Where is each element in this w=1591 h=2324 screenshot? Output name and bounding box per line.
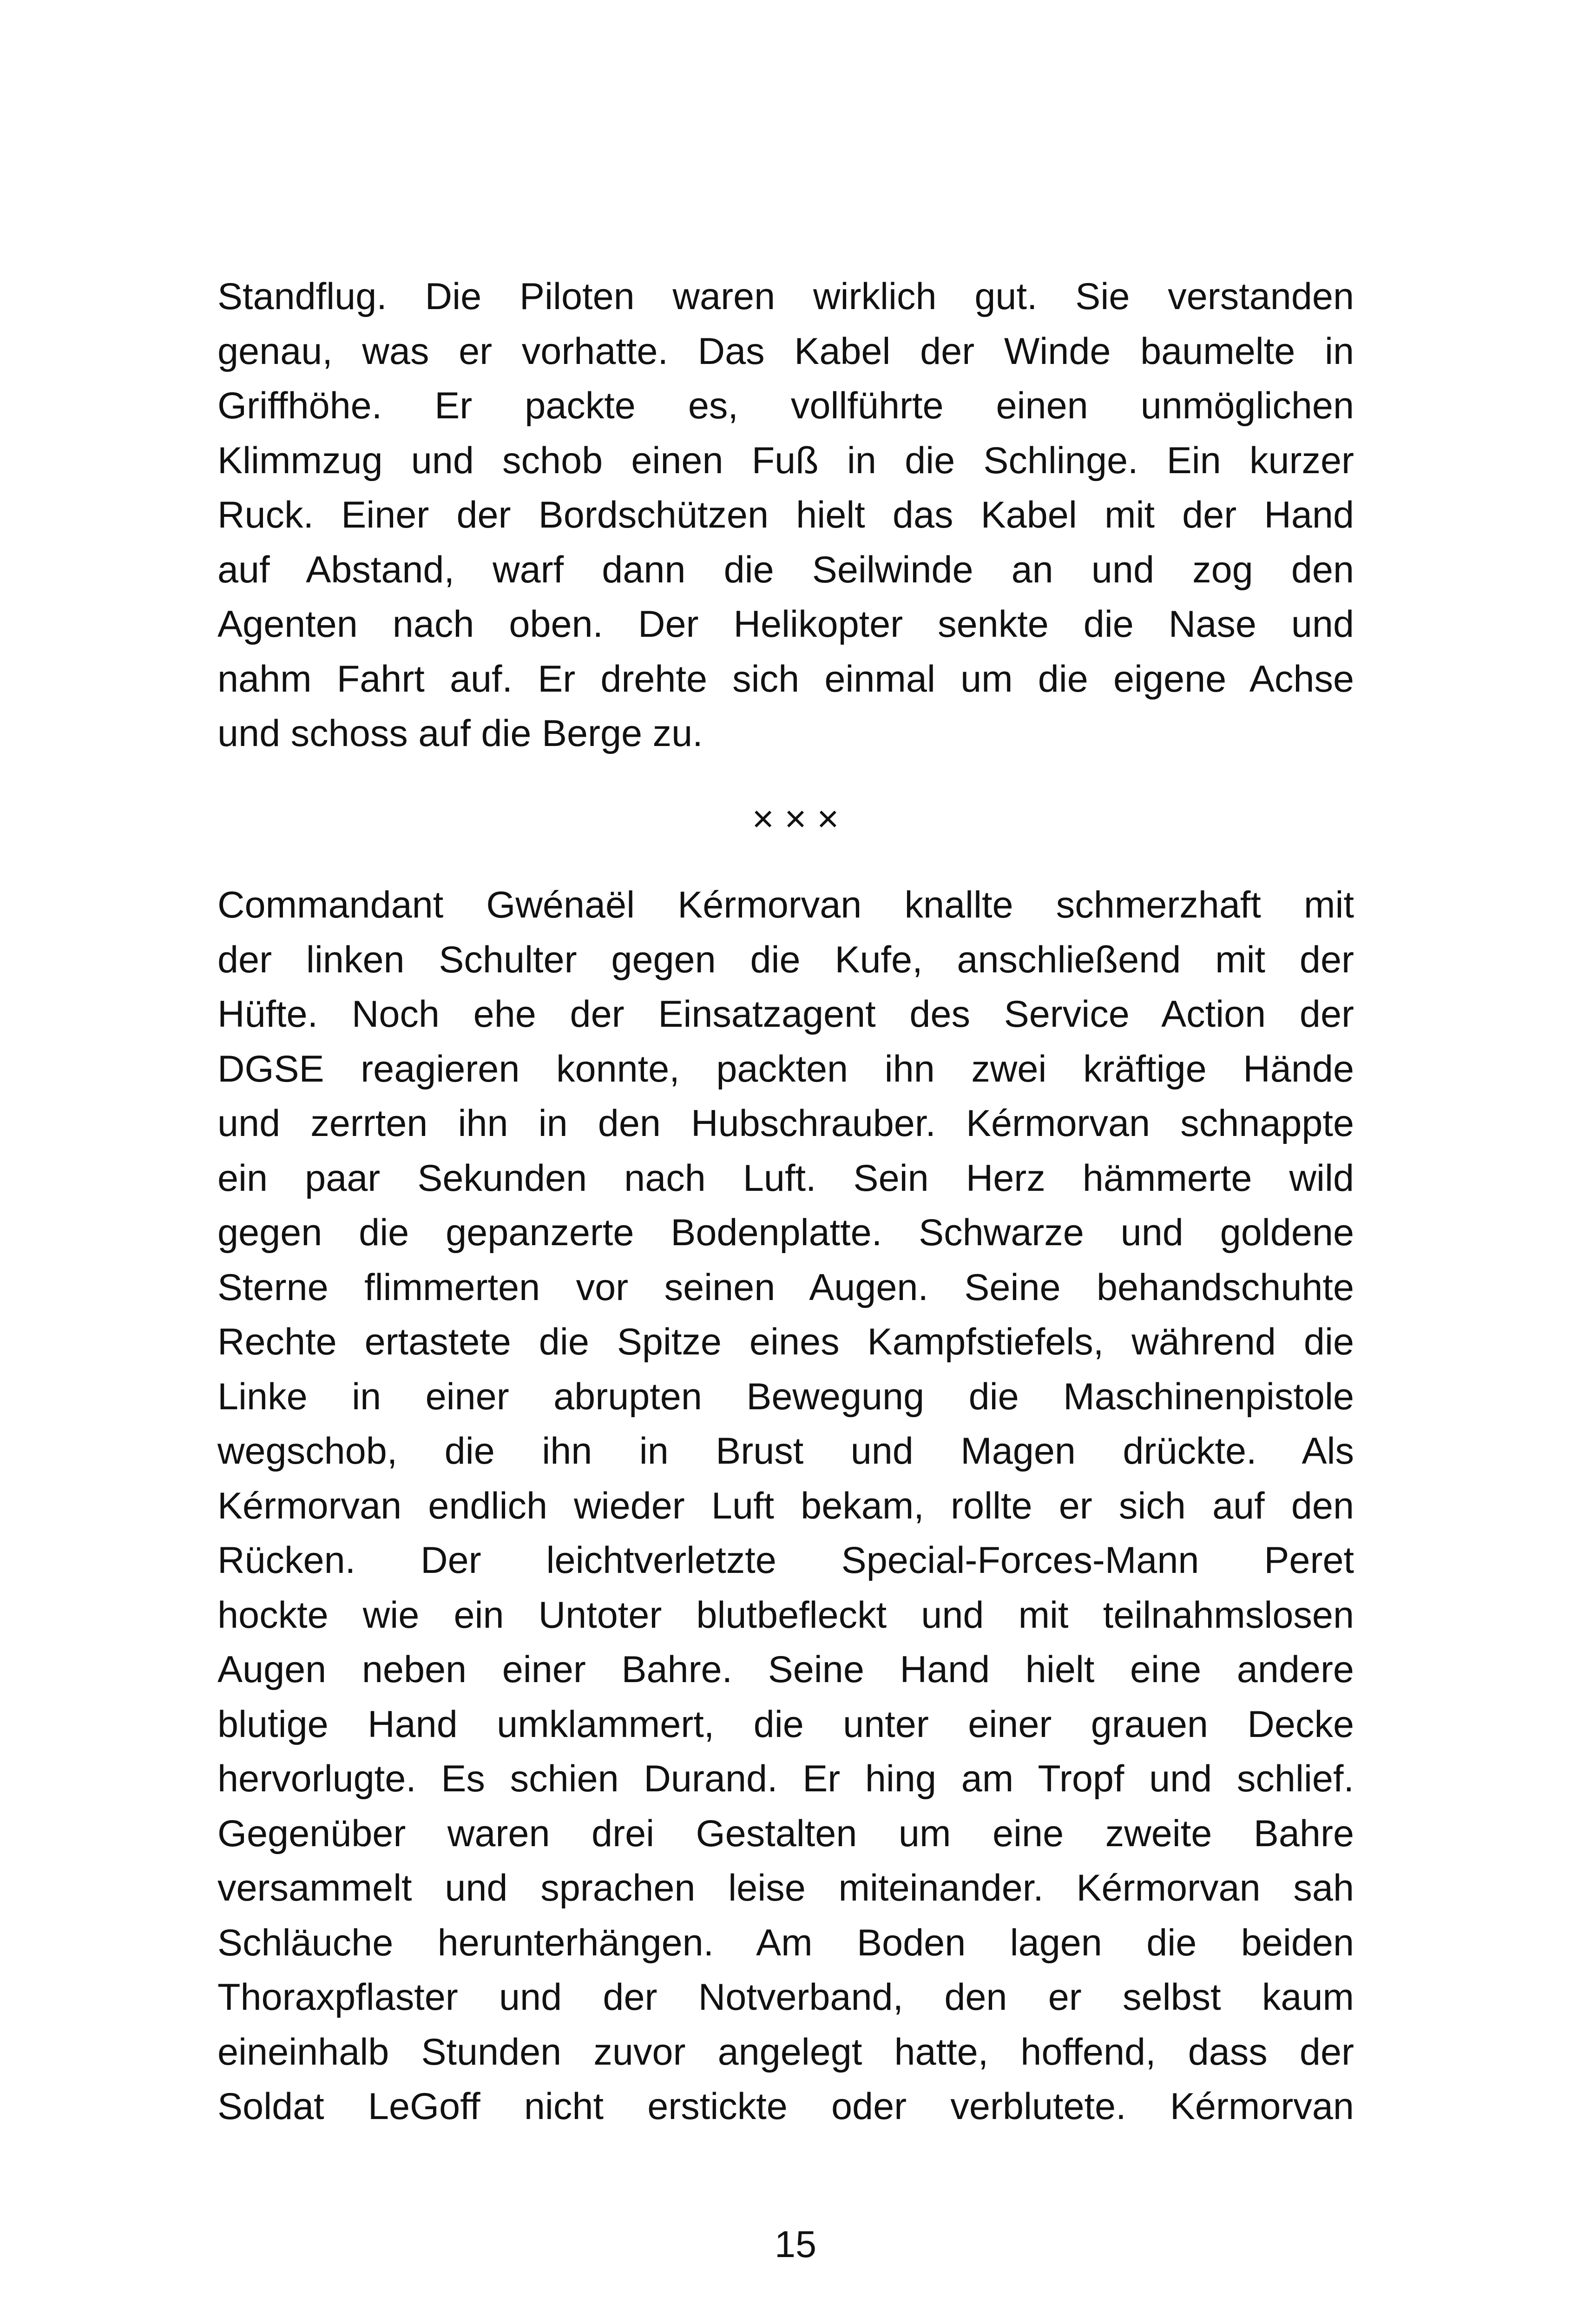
text-line: der linken Schulter gegen die Kufe, anschließend mit der xyxy=(217,938,1354,981)
text-line: Rücken. Der leichtverletzte Special-Forces-Mann Peret xyxy=(217,1539,1354,1581)
text-line: Sterne flimmerten vor seinen Augen. Seine behandschuhte xyxy=(217,1266,1354,1308)
text-line: Griffhöhe. Er packte es, vollführte einen unmöglichen xyxy=(217,385,1354,427)
paragraph-1 xyxy=(217,270,1354,761)
text-line: Rechte ertastete die Spitze eines Kampfstiefels, während die xyxy=(217,1321,1354,1363)
text-line: eineinhalb Stunden zuvor angelegt hatte, hoffend, dass der xyxy=(217,2031,1354,2073)
text-line: Agenten nach oben. Der Helikopter senkte die Nase und xyxy=(217,603,1354,645)
text-line: nahm Fahrt auf. Er drehte sich einmal um die eigene Achse xyxy=(217,658,1354,700)
text-line: Linke in einer abrupten Bewegung die Maschinenpistole xyxy=(217,1375,1354,1418)
text-line: und zerrten ihn in den Hubschrauber. Kérmorvan schnappte xyxy=(217,1103,1354,1144)
text-line: Augen neben einer Bahre. Seine Hand hielt eine andere xyxy=(217,1649,1354,1690)
text-line: hockte wie ein Untoter blutbefleckt und mit teilnahmslosen xyxy=(217,1594,1354,1636)
text-line: Kérmorvan endlich wieder Luft bekam, rollte er sich auf den xyxy=(217,1485,1354,1527)
text-line: Schläuche herunterhängen. Am Boden lagen die beiden xyxy=(217,1921,1354,1964)
text-line: Soldat LeGoff nicht erstickte oder verblutete. Kérmorvan xyxy=(217,2086,1354,2127)
text-line: Klimmzug und schob einen Fuß in die Schlinge. Ein kurzer xyxy=(217,439,1354,482)
text-line: genau, was er vorhatte. Das Kabel der Winde baumelte in xyxy=(217,330,1354,372)
text-line: Commandant Gwénaël Kérmorvan knallte schmerzhaft mit xyxy=(217,884,1354,926)
text-line: hervorlugte. Es schien Durand. Er hing am Tropf und schlief. xyxy=(217,1758,1354,1800)
text-line: wegschob, die ihn in Brust und Magen drückte. Als xyxy=(217,1430,1354,1472)
text-line: auf Abstand, warf dann die Seilwinde an und zog den xyxy=(217,548,1354,591)
text-line: blutige Hand umklammert, die unter einer grauen Decke xyxy=(217,1703,1354,1745)
text-line: Ruck. Einer der Bordschützen hielt das Kabel mit der Hand xyxy=(217,494,1354,536)
text-line: Hüfte. Noch ehe der Einsatzagent des Service Action der xyxy=(217,993,1354,1035)
section-separator: × × × xyxy=(752,798,839,840)
paragraph-2 xyxy=(217,878,1354,2134)
text-line: gegen die gepanzerte Bodenplatte. Schwarze und goldene xyxy=(217,1212,1354,1254)
text-line: Standflug. Die Piloten waren wirklich gut. Sie verstanden xyxy=(217,276,1354,317)
text-line: versammelt und sprachen leise miteinander. Kérmorvan sah xyxy=(217,1867,1354,1909)
text-line: Gegenüber waren drei Gestalten um eine zweite Bahre xyxy=(217,1812,1354,1855)
page-number: 15 xyxy=(774,2224,817,2265)
text-line: Thoraxpflaster und der Notverband, den er selbst kaum xyxy=(217,1976,1354,2018)
text-line: ein paar Sekunden nach Luft. Sein Herz hämmerte wild xyxy=(217,1157,1354,1199)
text-line: DGSE reagieren konnte, packten ihn zwei kräftige Hände xyxy=(217,1048,1354,1090)
text-line: und schoss auf die Berge zu. xyxy=(217,713,703,754)
